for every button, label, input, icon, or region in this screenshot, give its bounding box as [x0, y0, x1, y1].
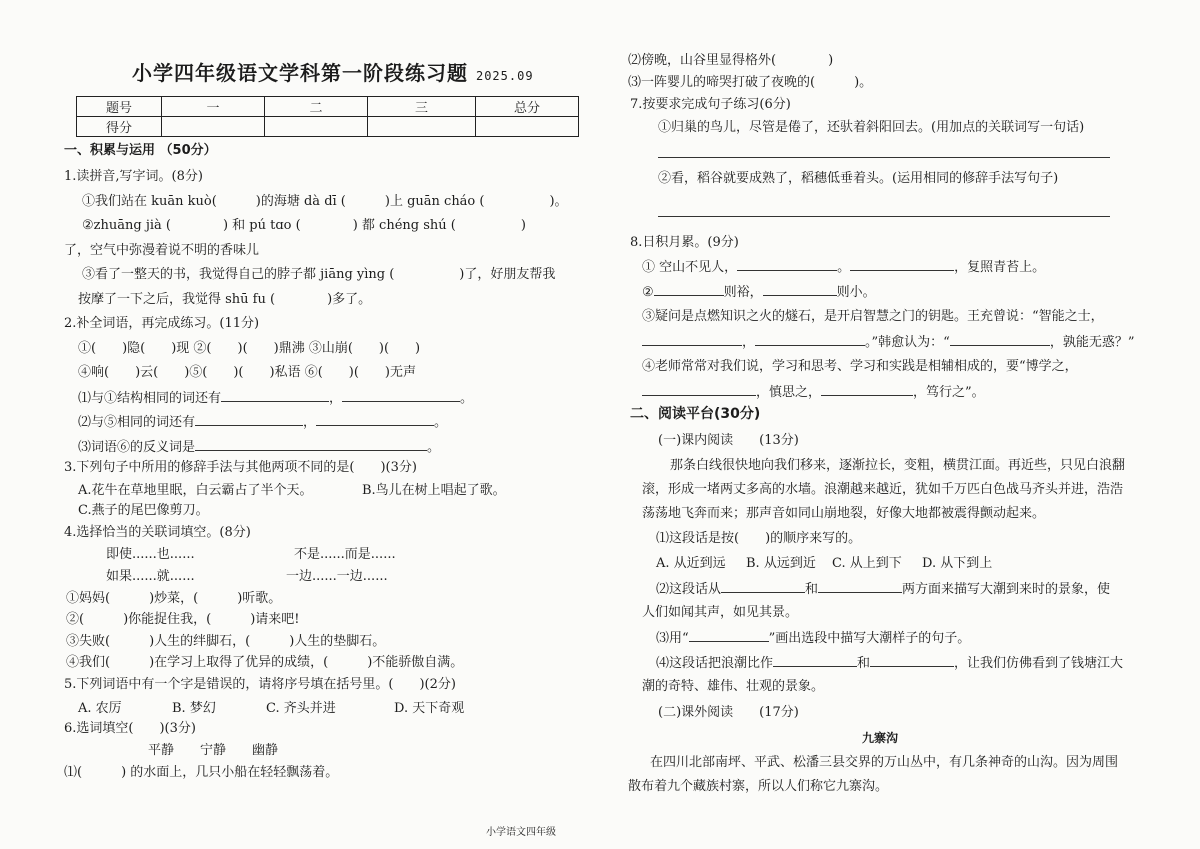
reading-subheading-1: (一)课内阅读 (13分) — [658, 433, 799, 448]
question-4-item-4: ④我们( )在学习上取得了优异的成绩，( )不能骄傲自满。 — [66, 655, 464, 670]
passage-2-line: 在四川北部南坪、平武、松潘三县交界的万山丛中，有几条神奇的山沟。因为周围 — [650, 755, 1119, 770]
answer-blank[interactable] — [721, 580, 805, 593]
question-1-item-2-cont: 了，空气中弥漫着说不明的香味儿 — [64, 243, 260, 258]
passage-1-line: 那条白线很快地向我们移来，逐渐拉长，变粗，横贯江面。再近些，只见白浪翻 — [670, 458, 1126, 473]
answer-blank[interactable] — [737, 258, 837, 271]
answer-blank[interactable] — [642, 383, 756, 396]
reading-subheading-2: (二)课外阅读 (17分) — [658, 705, 799, 720]
page-title: 小学四年级语文学科第一阶段练习题 2025.09 — [132, 61, 534, 85]
answer-blank[interactable] — [654, 283, 724, 296]
option-c: C. 从上到下 — [832, 556, 902, 571]
answer-blank[interactable] — [342, 389, 460, 402]
question-8-item-4: ④老师常常对我们说，学习和思考、学习和实践是相辅相成的，要“博学之， — [642, 359, 1078, 374]
question-2: 2.补全词语，再完成练习。(11分) — [64, 316, 260, 331]
score-table — [76, 96, 579, 137]
table-cell: 三 — [368, 97, 476, 117]
option-b: B.鸟儿在树上唱起了歌。 — [362, 483, 506, 498]
option-d: D. 天下奇观 — [394, 701, 465, 716]
conjunction-3: 如果......就...... — [106, 569, 195, 584]
question-8-item-1: ① 空山不见人， 。 ，复照青苔上。 — [642, 260, 1046, 275]
question-8-item-2: ② 则裕， 则小。 — [642, 285, 876, 300]
question-8-item-4-cont: ，慎思之， ，笃行之”。 — [642, 383, 985, 402]
answer-blank[interactable] — [821, 383, 913, 396]
reading-question-2-cont: 人们如闻其声，如见其景。 — [642, 605, 799, 620]
section-heading-1: 一、积累与运用 （50分） — [64, 143, 217, 158]
answer-blank[interactable] — [195, 413, 303, 426]
answer-line[interactable] — [658, 216, 1110, 217]
table-cell: 一 — [162, 97, 265, 117]
question-6-item-3: ⑶一阵婴儿的啼哭打破了夜晚的( )。 — [628, 75, 873, 90]
question-3: 3.下列句子中所用的修辞手法与其他两项不同的是( )(3分) — [64, 460, 417, 475]
page-footer: 小学语文四年级 — [486, 827, 556, 838]
question-2-words-b: ④响( )云( )⑤( )( )私语 ⑥( )( )无声 — [78, 365, 416, 380]
option-a: A. 从近到远 — [656, 556, 726, 571]
answer-blank[interactable] — [316, 413, 434, 426]
table-cell: 得分 — [77, 117, 162, 137]
answer-blank[interactable] — [195, 438, 427, 451]
question-2-sub-1: ⑴与①结构相同的词还有 ， 。 — [78, 391, 474, 406]
question-6-item-1: ⑴( ) 的水面上，几只小船在轻轻飘荡着。 — [64, 765, 339, 780]
score-cell — [368, 117, 476, 137]
conjunction-2: 不是......而是...... — [294, 547, 396, 562]
score-cell — [476, 117, 579, 137]
answer-blank[interactable] — [755, 333, 865, 346]
score-cell — [265, 117, 368, 137]
question-4-item-3: ③失败( )人生的绊脚石，( )人生的垫脚石。 — [66, 634, 386, 649]
option-c: C.燕子的尾巴像剪刀。 — [78, 503, 209, 518]
question-7: 7.按要求完成句子练习(6分) — [630, 97, 791, 112]
question-1-item-1: ①我们站在 kuān kuò( )的海塘 dà dī ( )上 guān cháo ( )。 — [82, 194, 568, 209]
table-cell: 总分 — [476, 97, 579, 117]
answer-blank[interactable] — [870, 654, 954, 667]
question-7-item-2: ②看，稻谷就要成熟了，稻穗低垂着头。(运用相同的修辞手法写句子) — [658, 171, 1059, 186]
question-5: 5.下列词语中有一个字是错误的，请将序号填在括号里。( )(2分) — [64, 677, 456, 692]
option-b: B. 梦幻 — [172, 701, 216, 716]
question-8: 8.日积月累。(9分) — [630, 235, 739, 250]
question-1-item-3-cont: 按摩了一下之后，我觉得 shū fu ( )多了。 — [78, 292, 372, 307]
answer-blank[interactable] — [850, 258, 954, 271]
reading-question-4: ⑷这段话把浪潮比作 和 ，让我们仿佛看到了钱塘江大 — [656, 656, 1124, 671]
answer-blank[interactable] — [221, 389, 329, 402]
question-1-item-2: ②zhuāng jià ( ) 和 pú tɑo ( ) 都 chéng shú ( ) — [82, 218, 526, 233]
question-1: 1.读拼音,写字词。(8分) — [64, 169, 203, 184]
reading-question-2: ⑵这段话从 和 两方面来描写大潮到来时的景象，使 — [656, 582, 1111, 597]
underline-sample — [689, 629, 769, 642]
answer-blank[interactable] — [773, 654, 857, 667]
passage-1-line: 荡荡地飞奔而来；那声音如同山崩地裂，好像大地都被震得颤动起来。 — [642, 506, 1046, 521]
table-row — [77, 97, 579, 117]
answer-blank[interactable] — [642, 333, 742, 346]
answer-blank[interactable] — [950, 333, 1050, 346]
score-cell — [162, 117, 265, 137]
question-4-item-1: ①妈妈( )炒菜，( )听歌。 — [66, 591, 282, 606]
option-a: A. 农厉 — [78, 701, 122, 716]
table-row — [77, 117, 579, 137]
question-4-item-2: ②( )你能捉住我，( )请来吧! — [66, 612, 300, 627]
reading-question-1: ⑴这段话是按( )的顺序来写的。 — [656, 531, 862, 546]
question-4: 4.选择恰当的关联词填空。(8分) — [64, 525, 251, 540]
option-d: D. 从下到上 — [922, 556, 993, 571]
question-6: 6.选词填空( )(3分) — [64, 721, 196, 736]
option-c: C. 齐头并进 — [266, 701, 336, 716]
question-1-item-3: ③看了一整天的书，我觉得自己的脖子都 jiāng yìng ( )了，好朋友帮我 — [82, 267, 556, 282]
conjunction-1: 即使......也...... — [106, 547, 195, 562]
section-heading-2: 二、阅读平台(30分) — [630, 406, 761, 422]
question-7-item-1: ①归巢的鸟儿，尽管是倦了，还驮着斜阳回去。(用加点的关联词写一句话) — [658, 120, 1085, 135]
question-2-sub-3: ⑶词语⑥的反义词是 。 — [78, 440, 441, 455]
question-2-sub-2: ⑵与⑤相同的词还有 ， 。 — [78, 415, 448, 430]
answer-blank[interactable] — [763, 283, 837, 296]
passage-2-title: 九寨沟 — [861, 731, 898, 745]
answer-blank[interactable] — [818, 580, 902, 593]
question-8-item-3: ③疑问是点燃知识之火的燧石，是开启智慧之门的钥匙。王充曾说：“智能之士， — [642, 309, 1104, 324]
question-2-words-a: ①( )隐( )现 ②( )( )鼎沸 ③山崩( )( ) — [78, 341, 421, 356]
word-choices: 平静 宁静 幽静 — [148, 743, 279, 758]
option-b: B. 从远到近 — [746, 556, 816, 571]
question-8-item-3-cont: ， 。”韩愈认为：“ ，孰能无惑？” — [642, 333, 1134, 352]
table-cell: 题号 — [77, 97, 162, 117]
conjunction-4: 一边......一边...... — [286, 569, 388, 584]
exam-date: 2025.09 — [475, 69, 534, 83]
reading-question-3: ⑶用“ ”画出选段中描写大潮样子的句子。 — [656, 631, 971, 646]
question-6-item-2: ⑵傍晚，山谷里显得格外( ) — [628, 53, 834, 68]
passage-2-line: 散布着九个藏族村寨，所以人们称它九寨沟。 — [628, 779, 889, 794]
reading-question-4-cont: 潮的奇特、雄伟、壮观的景象。 — [642, 679, 825, 694]
answer-line[interactable] — [658, 157, 1110, 158]
option-a: A.花牛在草地里眠，白云霸占了半个天。 — [78, 483, 313, 498]
table-cell: 二 — [265, 97, 368, 117]
passage-1-line: 滚，形成一堵两丈多高的水墙。浪潮越来越近，犹如千万匹白色战马齐头并进，浩浩 — [642, 482, 1124, 497]
